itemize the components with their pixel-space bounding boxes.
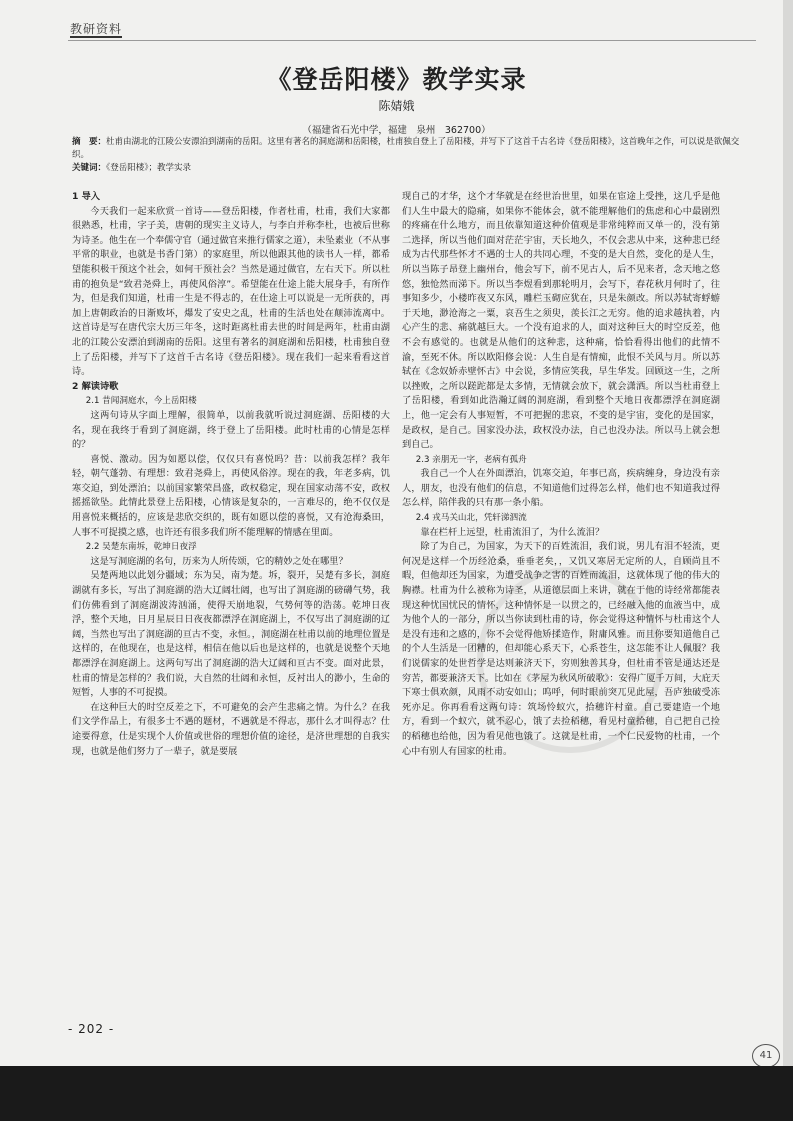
scan-edge-shadow bbox=[783, 0, 793, 1066]
subsection-heading: 2.3 亲朋无一字，老病有孤舟 bbox=[415, 454, 527, 465]
keywords bbox=[72, 162, 752, 175]
paragraph: 现自己的才华，这个才华就是在经世治世里，如果在宦途上受挫，这几乎是他们人生中最大的隐痛，如果你不能体会，就不能理解他们的焦虑和心中最剧烈的疼痛在什么地方，而且依靠知道这种价值观是非常纯粹而又单一的，没有第二选择，所以当他们面对茫茫宇宙，天长地久，不仅会悲从中来，这种悲已经成为古代那些怀才不遇的士人的共同心理，不变的是大自然，变化的是人生，所以当陈子昂登上幽州台，他会写下，前不见古人，后不见来者，念天地之悠悠，独怆然而涕下。所以当李煜看到那轮明月，会写下，春花秋月何时了，往事知多少，小楼昨夜又东风，雕栏玉砌应犹在，只是朱颜改。所以苏轼寄蜉蝣于天地，渺沧海之一粟，哀吾生之须臾，羡长江之无穷。他的追求越执着，内心产生的悲、痛就越巨大。一个没有追求的人，面对这种巨大的时空反差，他不会有感觉的。也就是从他们的这种悲，这种痛，恰恰看得出他们的此情不渝，至死不休。所以欧阳修会说：人生自是有情痴，此恨不关风与月。所以苏轼在《念奴娇赤壁怀古》中会说，多情应笑我，早生华发。回顾这一生，之所以挫败，之所以蹉跎都是太多情，无情就会放下，就会潇洒。所以当杜甫登上了岳阳楼，看到如此浩瀚辽阔的洞庭湖，看到整个天地日夜都漂浮在洞庭湖上，他一定会有人事短暂，不可把握的悲哀，不变的是宇宙，变化的是国家，是政权，是自己。国家没办法，政权没办法，自己也没办法。所以马上就会想到自己。 bbox=[402, 191, 720, 451]
subsection-heading: 2.2 吴楚东南坼，乾坤日夜浮 bbox=[85, 542, 197, 553]
subsection-heading: 2.4 戎马关山北，凭轩涕泗流 bbox=[415, 513, 527, 524]
section-heading: 2 解读诗歌 bbox=[72, 380, 119, 392]
header-underline bbox=[70, 36, 122, 38]
section-heading: 1 导入 bbox=[72, 191, 100, 202]
left-column bbox=[72, 190, 390, 759]
author-affiliation: （福建省石光中学，福建 泉州 362700） bbox=[302, 125, 491, 136]
paragraph: 喜悦、激动。因为如愿以偿，仅仅只有喜悦吗？昔：以前我怎样？我年轻，朝气蓬勃、有理想：致君尧舜上，再使风俗淳。现在的我，年老多病，饥寒交迫，到处漂泊；以前国家繁荣昌盛，政权稳定，现在国家动荡不安，政权摇摇欲坠。此情此景登上岳阳楼，心情该是复杂的，一言难尽的，绝不仅仅是用喜悦来概括的，应该是悲欣交织的，既有如愿以偿的喜悦，又有沧海桑田，人事不可捉摸之感，也许还有很多我们所不能理解的情感在里面。 bbox=[72, 453, 390, 538]
abstract-text: 杜甫由湖北的江陵公安漂泊到湖南的岳阳。这里有著名的洞庭湖和岳阳楼，杜甫独自登上了岳阳楼，并写下了这首千古名诗《登岳阳楼》，这首晚年之作，可以说是欲佩交织。 bbox=[72, 137, 740, 160]
abstract bbox=[72, 136, 752, 162]
article-author: 陈婧娥 bbox=[378, 99, 415, 113]
keywords-text: 《登岳阳楼》；教学实录 bbox=[106, 163, 192, 173]
paragraph: 这两句诗从字面上理解，很简单，以前我就听说过洞庭湖、岳阳楼的大名，现在我终于看到了洞庭湖，终于登上了岳阳楼。此时杜甫的心情是怎样的？ bbox=[72, 409, 390, 451]
paragraph: 今天我们一起来欣赏一首诗——登岳阳楼，作者杜甫，杜甫，我们大家都很熟悉，杜甫，字子美，唐朝的现实主义诗人，与李白并称李杜，也被后世称为诗圣。他生在一个奉儒守官（通过做官来推行儒家之道），未坠素业（不从事平常的职业，也就是书香门第）的家庭里，所以他跟其他的读书人一样，都希望能积极干预这个社会，如何干预社会？当然是通过做官，左右天下。所以杜甫的抱负是“致君尧舜上，再使风俗淳”。希望能在仕途上能大展身手，有所作为，但是我们知道，杜甫一生是不得志的，在仕途上可以说是一无所获的，再加上唐朝政治的日渐败坏，爆发了安史之乱，杜甫的生活也处在颠沛流离中。这首诗是写在唐代宗大历三年冬，这时距离杜甫去世的时间是两年，杜甫由湖北的江陵公安漂泊到湖南的岳阳。这里有著名的洞庭湖和岳阳楼，杜甫独自登上了岳阳楼，并写下了这首千古名诗《登岳阳楼》。现在我们一起来看看这首诗。 bbox=[72, 205, 390, 378]
paragraph: 靠在栏杆上远望，杜甫流泪了，为什么流泪？ bbox=[420, 526, 605, 538]
keywords-label: 关键词： bbox=[72, 163, 107, 173]
article-title: 《登岳阳楼》教学实录 bbox=[266, 65, 527, 94]
paragraph: 除了为自己，为国家，为天下的百姓流泪，我们说，男儿有泪不轻流，更何况是这样一个历经沧桑，垂垂老矣，，又饥又寒居无定所的人，自顾尚且不暇，但他却还为国家，为遭受战争之害的百姓而流泪，这就体现了他的伟大的胸襟。杜甫为什么被称为诗圣，从道德层面上来讲，就在于他的诗经常都能表现这种忧国忧民的情怀，这种情怀是一以贯之的，已经融入他的血液当中，成为他个人的一部分，所以当你读到杜甫的诗，你会觉得这种情怀与杜甫这个人是没有违和之感的，你不会觉得他矫揉造作，附庸风雅。而且你要知道他自己的个人生活是一团糟的，但却能心系天下，心系苍生，这怎能不让人佩服？我们说儒家的处世哲学是达则兼济天下，穷则独善其身，但杜甫不管是通达还是穷苦，都要兼济天下。比如在《茅屋为秋风所破歌》：安得广厦千万间，大庇天下寒士俱欢颜，风雨不动安如山；呜呼，何时眼前突兀见此屋，吾庐独破受冻死亦足。你再看看这两句诗：筑场怜蚁穴，拾穗许村童。自己要建造一个地方，看到一个蚁穴，就不忍心，饿了去捡稻穗，看见村童拾穗，自己把自己捡的稻穗也给他，因为看见他也饿了。这就是杜甫，一个仁民爱物的杜甫，一个心中有别人有国家的杜甫。 bbox=[402, 541, 720, 757]
paragraph: 在这种巨大的时空反差之下，不可避免的会产生悲痛之情。为什么？在我们文学作品上，有很多士不遇的题材，不遇就是不得志，那什么才叫得志？仕途要得意，仕是实现个人价值或世俗的理想价值的途径，是济世理想的自我实现，也就是他们努力了一辈子，就是要展 bbox=[72, 701, 390, 757]
header-rule bbox=[68, 40, 756, 41]
subsection-heading: 2.1 昔闻洞庭水，今上岳阳楼 bbox=[85, 396, 197, 407]
scan-bottom-band bbox=[0, 1066, 793, 1121]
paragraph: 这是写洞庭湖的名句，历来为人所传颂，它的精妙之处在哪里？ bbox=[90, 555, 348, 567]
handwritten-page-mark: 41 bbox=[752, 1044, 780, 1068]
watermark-seal bbox=[420, 560, 720, 760]
paragraph: 吴楚两地以此划分疆域；东为吴，南为楚。坼，裂开，吴楚有多长，洞庭湖就有多长，写出了洞庭湖的浩大辽阔壮阔，也写出了洞庭湖的磅礴气势，我们仿佛看到了洞庭湖波涛汹涌，使得天崩地裂，气势何等的浩荡。乾坤日夜浮，整个天地，日月星辰日日夜夜都漂浮在洞庭湖上，不仅写出了洞庭湖的辽阔，当然也写出了洞庭湖的亘古不变，永恒。，洞庭湖在杜甫以前的地理位置是这样的，在他现在，也是这样，相信在他以后也是这样的，也就是说整个天地都漂浮在洞庭湖上。这两句写出了洞庭湖的浩大辽阔和亘古不变。面对此景，杜甫的情是怎样的？我们说，大自然的壮阔和永恒，反衬出人的渺小，生命的短暂，人事的不可捉摸。 bbox=[72, 570, 390, 699]
abstract-block bbox=[72, 136, 752, 175]
section-header-label: 教研资料 bbox=[70, 22, 123, 36]
page-number: - 202 - bbox=[68, 1022, 115, 1036]
abstract-label: 摘 要： bbox=[72, 137, 107, 147]
paragraph: 我自己一个人在外面漂泊，饥寒交迫，年事已高，疾病缠身，身边没有亲人，朋友，也没有他们的信息，不知道他们过得怎么样，他们也不知道我过得怎么样，陪伴我的只有那一条小船。 bbox=[402, 468, 720, 509]
